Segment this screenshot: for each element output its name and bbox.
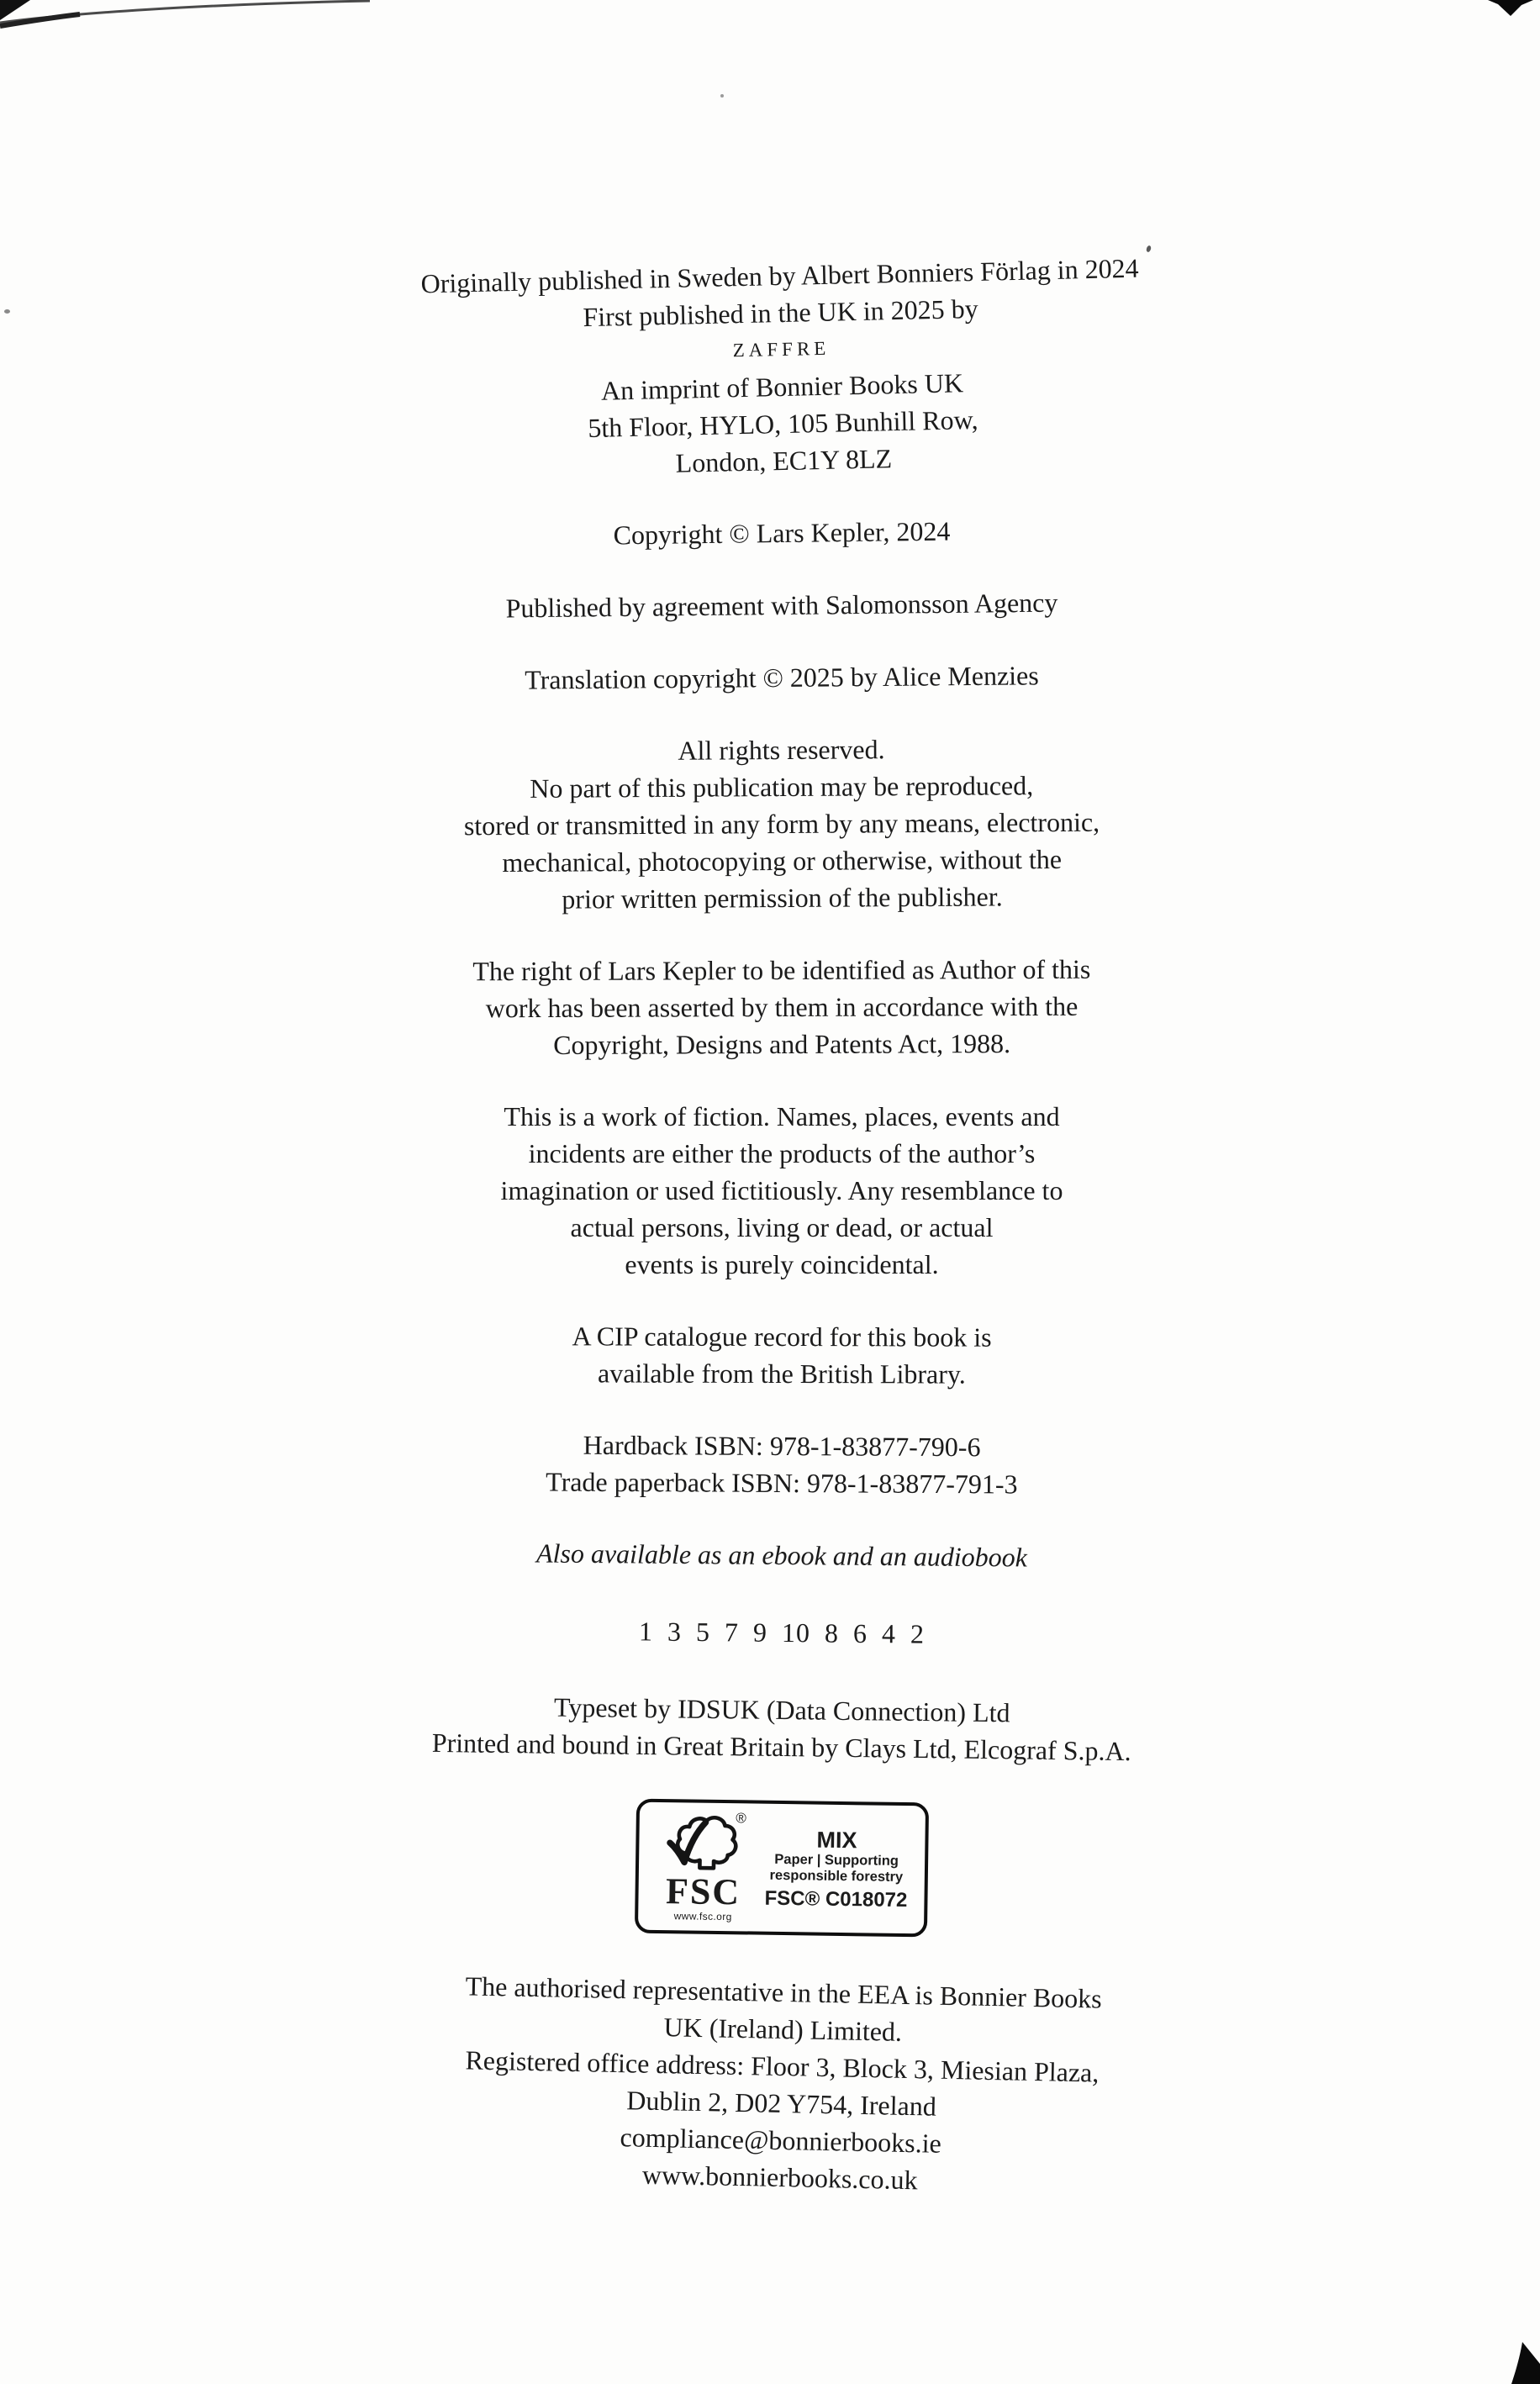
imprint-text-column — [227, 0, 1337, 2231]
moral-rights-line: The right of Lars Kepler to be identified as Author of this — [472, 953, 1091, 987]
fsc-brand-text: FSC — [665, 1870, 741, 1912]
scan-speck — [4, 309, 10, 314]
fsc-certification-mark — [635, 1799, 929, 1938]
moral-rights-block — [227, 950, 1337, 1065]
fsc-registered-symbol: ® — [736, 1809, 746, 1826]
eea-line: The authorised representative in the EEA is Bonnier Books — [465, 1970, 1103, 2014]
agreement-line: Published by agreement with Salomonsson Agency — [505, 587, 1058, 624]
fsc-label-column — [756, 1826, 916, 1912]
moral-rights-line: Copyright, Designs and Patents Act, 1988. — [553, 1028, 1011, 1060]
publication-origin-line: Originally published in Sweden by Albert Bonniers Förlag in 2024 — [420, 252, 1139, 299]
eea-website-line: www.bonnierbooks.co.uk — [641, 2159, 918, 2196]
rights-block — [226, 728, 1337, 920]
imprint-name: ZAFFRE — [732, 337, 831, 361]
publication-block — [224, 245, 1338, 492]
fsc-tree-checkmark-icon — [665, 1812, 743, 1875]
production-block — [227, 1685, 1337, 1772]
fsc-logo-column — [650, 1811, 757, 1922]
rights-line: stored or transmitted in any form by any means, electronic, — [463, 806, 1100, 841]
cip-line: A CIP catalogue record for this book is — [572, 1321, 992, 1353]
copyright-line: Copyright © Lars Kepler, 2024 — [613, 515, 951, 551]
fsc-sub-line: responsible forestry — [769, 1867, 904, 1885]
eea-line: Registered office address: Floor 3, Block 3, Miesian Plaza, — [465, 2044, 1100, 2088]
printed-line: Printed and bound in Great Britain by Clays Ltd, Elcograf S.p.A. — [431, 1727, 1131, 1767]
fiction-line: incidents are either the products of the author’s — [528, 1138, 1036, 1168]
fsc-url-text: www.fsc.org — [673, 1909, 732, 1922]
fsc-licence-code: FSC® C018072 — [764, 1886, 908, 1912]
fiction-line: actual persons, living or dead, or actual — [570, 1212, 994, 1242]
eea-email-line: compliance@bonnierbooks.ie — [620, 2122, 942, 2159]
fsc-sub-line: Paper | Supporting — [774, 1851, 899, 1869]
rights-line: No part of this publication may be reproduced, — [530, 770, 1034, 804]
scan-mark-arrow-top-right-icon — [1488, 0, 1537, 17]
rights-line: mechanical, photocopying or otherwise, without the — [502, 843, 1063, 878]
fiction-line: imagination or used fictitiously. Any resemblance to — [500, 1175, 1063, 1205]
rights-line: prior written permission of the publisher. — [562, 881, 1003, 915]
publisher-line: An imprint of Bonnier Books UK — [600, 367, 964, 406]
agreement-block — [227, 581, 1337, 630]
publisher-address-line: 5th Floor, HYLO, 105 Bunhill Row, — [587, 403, 978, 444]
copyright-block — [227, 508, 1337, 558]
translation-line: Translation copyright © 2025 by Alice Menzies — [525, 660, 1039, 695]
publisher-city-line: London, EC1Y 8LZ — [675, 443, 893, 478]
cip-block — [227, 1316, 1337, 1393]
isbn-block — [227, 1425, 1337, 1505]
eea-line: Dublin 2, D02 Y754, Ireland — [625, 2085, 937, 2122]
fiction-line: events is purely coincidental. — [625, 1249, 939, 1279]
typeset-line: Typeset by IDSUK (Data Connection) Ltd — [553, 1691, 1010, 1728]
fsc-mix-label: MIX — [816, 1827, 857, 1853]
isbn-hardback-line: Hardback ISBN: 978-1-83877-790-6 — [583, 1429, 981, 1463]
fiction-line: This is a work of fiction. Names, places, events and — [504, 1101, 1060, 1131]
rights-line: All rights reserved. — [678, 734, 885, 766]
fiction-disclaimer-block — [227, 1098, 1337, 1283]
moral-rights-line: work has been asserted by them in accordance with the — [485, 990, 1079, 1024]
translation-block — [227, 654, 1337, 701]
eea-line: UK (Ireland) Limited. — [663, 2012, 903, 2047]
eea-representative-block — [224, 1963, 1338, 2207]
publication-uk-line: First published in the UK in 2025 by — [583, 293, 979, 333]
also-available-line: Also available as an ebook and an audiobook — [535, 1537, 1028, 1573]
print-run-numbers: 1 3 5 7 9 10 8 6 4 2 — [638, 1616, 926, 1649]
scan-mark-arrow-bottom-right-icon — [1511, 2342, 1540, 2384]
also-available-block — [227, 1532, 1337, 1579]
isbn-paperback-line: Trade paperback ISBN: 978-1-83877-791-3 — [546, 1466, 1018, 1500]
cip-line: available from the British Library. — [598, 1358, 966, 1390]
print-run-block — [227, 1609, 1337, 1657]
